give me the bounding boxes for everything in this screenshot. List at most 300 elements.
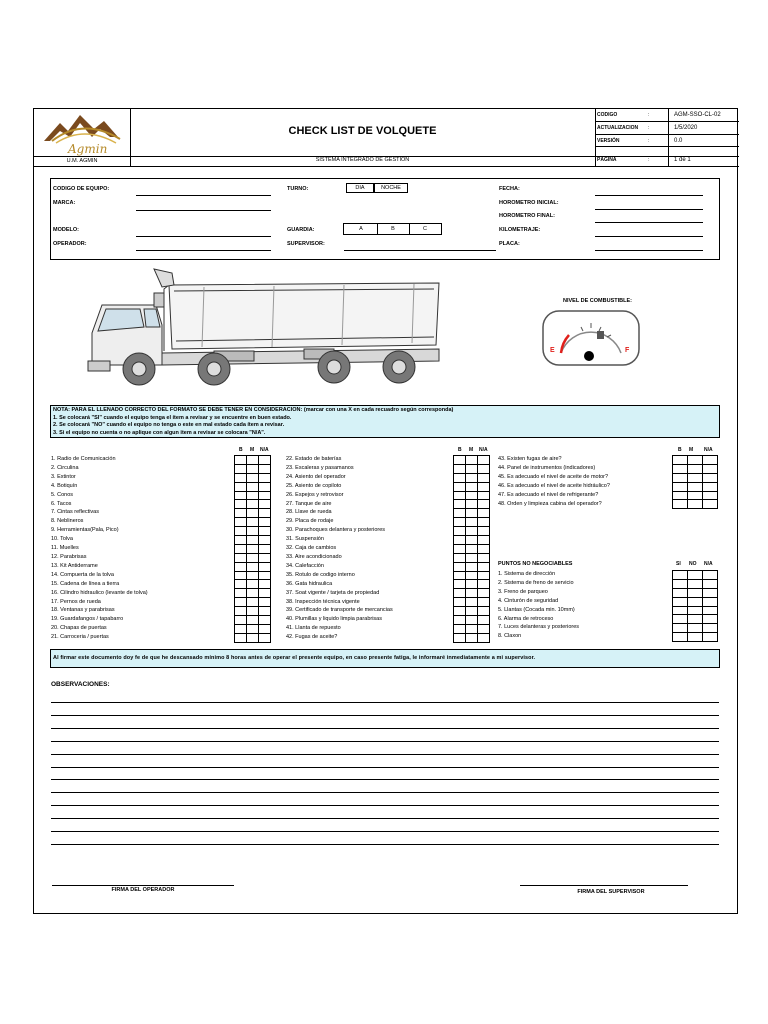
check-box[interactable]: [235, 509, 247, 518]
check-box[interactable]: [259, 589, 271, 598]
check-box[interactable]: [235, 589, 247, 598]
table-row: [673, 579, 718, 588]
check-box[interactable]: [703, 456, 718, 465]
org-name: U.M. AGMIN: [66, 158, 98, 164]
checklist-grid-col1: [234, 455, 271, 643]
check-box[interactable]: [259, 464, 271, 473]
check-box[interactable]: [478, 633, 490, 642]
fuel-level-label: NIVEL DE COMBUSTIBLE:: [563, 298, 632, 304]
check-box[interactable]: [247, 500, 259, 509]
check-box[interactable]: [259, 509, 271, 518]
checklist-item: 32. Caja de cambios: [286, 545, 337, 552]
check-box[interactable]: [703, 464, 718, 473]
checklist-item: 26. Espejos y retrovisor: [286, 491, 344, 498]
modelo-field[interactable]: [136, 236, 271, 237]
table-row: [235, 518, 271, 527]
check-box[interactable]: [454, 473, 466, 482]
checklist-item: 2. Sistema de freno de servicio: [498, 579, 574, 586]
checklist-item: 11. Muelles: [51, 545, 79, 552]
check-box[interactable]: [703, 482, 718, 491]
check-box[interactable]: [247, 553, 259, 562]
check-box[interactable]: [247, 536, 259, 545]
check-box[interactable]: [703, 588, 718, 597]
check-box[interactable]: [235, 544, 247, 553]
check-box[interactable]: [259, 527, 271, 536]
check-box[interactable]: [673, 491, 688, 500]
check-box[interactable]: [478, 456, 490, 465]
check-box[interactable]: [478, 624, 490, 633]
check-box[interactable]: [247, 607, 259, 616]
check-box[interactable]: [703, 473, 718, 482]
observation-line[interactable]: [51, 767, 719, 768]
check-box[interactable]: [247, 456, 259, 465]
check-box[interactable]: [673, 597, 688, 606]
check-box[interactable]: [478, 464, 490, 473]
check-box[interactable]: [703, 624, 718, 633]
checklist-item: 5. Conos: [51, 491, 74, 498]
check-box[interactable]: [478, 536, 490, 545]
check-box[interactable]: [673, 456, 688, 465]
check-box[interactable]: [478, 491, 490, 500]
check-box[interactable]: [247, 509, 259, 518]
check-box[interactable]: [247, 544, 259, 553]
checklist-item: 13. Kit Antiderrame: [51, 562, 98, 569]
check-box[interactable]: [235, 607, 247, 616]
check-box[interactable]: [454, 464, 466, 473]
company-logo: [38, 111, 128, 157]
observation-line[interactable]: [51, 805, 719, 806]
checklist-item: 43. Existen fugas de aire?: [498, 456, 562, 462]
kilometraje-field[interactable]: [595, 236, 703, 237]
check-box[interactable]: [688, 597, 703, 606]
check-box[interactable]: [478, 571, 490, 580]
check-box[interactable]: [466, 624, 478, 633]
checklist-item: 30. Parachoques delantera y posteriores: [286, 527, 386, 534]
check-box[interactable]: [235, 616, 247, 625]
check-box[interactable]: [466, 544, 478, 553]
table-row: [673, 473, 718, 482]
check-box[interactable]: [466, 491, 478, 500]
table-row: [454, 491, 490, 500]
check-box[interactable]: [259, 491, 271, 500]
checklist-item: 41. Llanta de repuesto: [286, 625, 341, 632]
check-box[interactable]: [688, 615, 703, 624]
checklist-item: 3. Extintor: [51, 473, 76, 480]
check-box[interactable]: [247, 598, 259, 607]
check-box[interactable]: [259, 544, 271, 553]
table-row: [673, 456, 718, 465]
check-box[interactable]: [259, 633, 271, 642]
checklist-item: 31. Suspensión: [286, 536, 324, 543]
check-box[interactable]: [247, 633, 259, 642]
check-box[interactable]: [688, 473, 703, 482]
check-box[interactable]: [259, 518, 271, 527]
check-box[interactable]: [673, 615, 688, 624]
check-box[interactable]: [703, 606, 718, 615]
table-row: [235, 607, 271, 616]
check-box[interactable]: [454, 616, 466, 625]
check-box[interactable]: [703, 579, 718, 588]
check-box[interactable]: [478, 482, 490, 491]
checklist-grid-col3: [672, 455, 718, 509]
check-box[interactable]: [247, 473, 259, 482]
check-box[interactable]: [454, 598, 466, 607]
table-row: [673, 588, 718, 597]
check-box[interactable]: [673, 588, 688, 597]
check-box[interactable]: [247, 482, 259, 491]
observation-line[interactable]: [51, 792, 719, 793]
table-row: [454, 562, 490, 571]
check-box[interactable]: [673, 500, 688, 509]
check-box[interactable]: [454, 482, 466, 491]
check-box[interactable]: [478, 553, 490, 562]
table-row: [673, 633, 718, 642]
check-box[interactable]: [478, 598, 490, 607]
check-box[interactable]: [454, 633, 466, 642]
check-box[interactable]: [235, 473, 247, 482]
checklist-item: 1. Radio de Comunicación: [51, 456, 116, 462]
horometro-final-field[interactable]: [595, 222, 703, 223]
operator-signature-line[interactable]: [52, 885, 234, 886]
check-box[interactable]: [235, 500, 247, 509]
checklist-item: 40. Plumillas y liquido limpia parabrisas: [286, 616, 382, 623]
check-box[interactable]: [247, 518, 259, 527]
table-row: [673, 615, 718, 624]
guardia-label: GUARDIA:: [287, 227, 315, 233]
checklist-item: 37. Soat vigente / tarjeta de propiedad: [286, 589, 380, 596]
checklist-item: 27. Tanque de aire: [286, 500, 332, 507]
check-box[interactable]: [478, 500, 490, 509]
checklist-form: Agmin U.M. AGMIN CHECK LIST DE VOLQUETE SISTEMA INTEGRADO DE GESTIÓN CODIGO : AGM-SSO-CL-02 ACTUALIZACION : 1/5/2020 VERSIÓN : 0.0 PÁGINA : 1 de 1 CODIGO DE EQUIPO: MARCA: MODELO: OPERADOR: TURNO: DIA NOCHE GUARDIA: A B C SUPERVISOR: FECHA: HOROMETRO INICIAL: HOROMETRO FINAL: KILOMETRAJE: PLACA: NIVEL DE COMBUSTIBLE: E F NOTA: PARA EL LLENADO CORRECTO DEL FORMATO SE DEBE TENER EN CONSIDERACION: (marcar con una X en cada recuadro según corresponda) 1. Se colocará "SI" cuando el equipo tenga el ítem a revisar y se encuentre en buen estado. 2. Se colocará "NO" cuando el equipo no tenga o este en mal estado cada ítem a revisar. 3. Si el equipo no cuenta o no aplique con algun item a revisar se colocara "N/A". B M N/A B M N/A B M N/A 1. Radio de Comunicación 2. Circulina 3. Extintor 4. Botiquín 5. Conos 6. Tacos 7. Cintas reflectivas 8. Neblineros 9. Herramientas(Pala, Pico) 10. Tolva 11. Muelles 12. Parabrisas 13. Kit Antiderrame 14. Compuerta de la tolva 15. Cadena de línea a tierra 16. Cilindro hidraulico (levante de tolva) 17. Pernos de rueda 18. Ventanas y parabrisas 19. Guardafangos / tapabarro 20. Chapas de puertas 21. Carroceria / puertas 22. Estado de baterías 23. Escaleras y pasamanos 24. Asiento del operador 25. Asiento de copiloto 26. Espejos y retrovisor 27. Tanque de aire 28. Llave de rueda 29. Placa de rodaje 30. Parachoques delantera y posteriores 31. Suspensión 32. Caja de cambios 33. Aire acondicionado 34. Calefacción 35. Rotulo de codigo interno 36. Gata hidraulica 37. Soat vigente / tarjeta de propiedad 38. Inspección técnica vigente 39. Certificado de transporte de mercancias 40. Plumillas y liquido limpia parabrisas 41. Llanta de repuesto 42. Fugas de aceite? 43. Existen fugas de aire? 44. Panel de instrumentos (indicadores) 45. Es adecuado el nivel de aceite de motor? 46. Es adecuado el nivel de aceite hidráulico? 47. Es adecuado el nivel de refrigerante? 48. Orden y limpieza cabina del operador? PUNTOS NO NEGOCIABLES SI NO N/A 1. Sistema de dirección 2. Sistema de freno de servicio 3. Freno de parqueo 4. Cinturón de seguridad 5. Llantas (Cocada min. 10mm) 6. Alarma de retroceso 7. Luces delanteras y posteriores 8. Claxon Al firmar este documento doy fe de que he descansado mínimo 8 horas antes de operar el presente equipo, en caso presente fatiga, le informaré inmediatamente a mi supervisor. OBSERVACIONES: FIRMA DEL OPERADOR FIRMA DEL SUPERVISOR: [33, 108, 738, 914]
table-row: [235, 580, 271, 589]
check-box[interactable]: [235, 633, 247, 642]
check-box[interactable]: [454, 500, 466, 509]
checklist-item: 14. Compuerta de la tolva: [51, 571, 114, 578]
checklist-item: 4. Botiquín: [51, 482, 78, 489]
check-box[interactable]: [247, 464, 259, 473]
fuel-gauge: [541, 309, 641, 369]
check-box[interactable]: [466, 536, 478, 545]
check-box[interactable]: [454, 509, 466, 518]
check-box[interactable]: [247, 580, 259, 589]
horometro-final-label: HOROMETRO FINAL:: [499, 213, 555, 219]
horometro-inicial-field[interactable]: [595, 209, 703, 210]
check-box[interactable]: [259, 553, 271, 562]
table-row: [454, 571, 490, 580]
check-box[interactable]: [235, 624, 247, 633]
supervisor-signature-line[interactable]: [520, 885, 688, 886]
check-box[interactable]: [466, 473, 478, 482]
svg-text:Agmin: Agmin: [68, 142, 108, 156]
check-box[interactable]: [478, 580, 490, 589]
check-box[interactable]: [247, 589, 259, 598]
checklist-item: 9. Herramientas(Pala, Pico): [51, 527, 119, 534]
check-box[interactable]: [247, 562, 259, 571]
check-box[interactable]: [454, 607, 466, 616]
table-row: [454, 456, 490, 465]
checklist-item: 6. Alarma de retroceso: [498, 615, 554, 622]
checklist-item: 3. Freno de parqueo: [498, 588, 548, 595]
table-row: [673, 571, 718, 580]
check-box[interactable]: [235, 527, 247, 536]
check-box[interactable]: [688, 633, 703, 642]
check-box[interactable]: [235, 482, 247, 491]
check-box[interactable]: [466, 464, 478, 473]
table-row: [454, 500, 490, 509]
fecha-field[interactable]: [595, 195, 703, 196]
check-box[interactable]: [454, 518, 466, 527]
check-box[interactable]: [688, 456, 703, 465]
check-box[interactable]: [688, 571, 703, 580]
check-box[interactable]: [466, 456, 478, 465]
checklist-col2: [286, 455, 393, 642]
checklist-item: 16. Cilindro hidraulico (levante de tolva): [51, 589, 148, 596]
check-box[interactable]: [466, 589, 478, 598]
codigo-equipo-field[interactable]: [136, 195, 271, 196]
guardia-a-box[interactable]: A: [359, 226, 363, 232]
check-box[interactable]: [259, 456, 271, 465]
checklist-col1: [51, 455, 148, 642]
check-box[interactable]: [466, 571, 478, 580]
observation-line[interactable]: [51, 831, 719, 832]
rest-statement: Al firmar este documento doy fe de que he descansado mínimo 8 horas antes de operar el presente equipo, en caso presente fatiga, le informaré inmediatamente a mi supervisor.: [50, 649, 720, 668]
check-box[interactable]: [466, 562, 478, 571]
check-box[interactable]: [466, 607, 478, 616]
check-box[interactable]: [454, 527, 466, 536]
turno-noche-box[interactable]: NOCHE: [374, 183, 408, 193]
check-box[interactable]: [466, 633, 478, 642]
nonneg-grid: [672, 570, 718, 642]
check-box[interactable]: [235, 536, 247, 545]
check-box[interactable]: [478, 473, 490, 482]
check-box[interactable]: [673, 579, 688, 588]
checklist-item: 39. Certificado de transporte de mercancias: [286, 607, 393, 614]
system-name: SISTEMA INTEGRADO DE GESTIÓN: [315, 157, 410, 163]
check-box[interactable]: [466, 527, 478, 536]
supervisor-signature-label: FIRMA DEL SUPERVISOR: [577, 889, 645, 895]
check-box[interactable]: [235, 562, 247, 571]
checklist-item: 25. Asiento de copiloto: [286, 482, 342, 489]
check-box[interactable]: [259, 500, 271, 509]
check-box[interactable]: [259, 580, 271, 589]
instructions-note: [50, 405, 720, 438]
check-box[interactable]: [466, 598, 478, 607]
table-row: [454, 607, 490, 616]
check-box[interactable]: [454, 571, 466, 580]
check-box[interactable]: [673, 473, 688, 482]
check-box[interactable]: [259, 624, 271, 633]
table-row: [673, 500, 718, 509]
check-box[interactable]: [673, 624, 688, 633]
table-row: [673, 624, 718, 633]
form-title: CHECK LIST DE VOLQUETE: [288, 125, 437, 137]
checklist-item: 10. Tolva: [51, 536, 73, 543]
check-box[interactable]: [688, 588, 703, 597]
check-box[interactable]: [478, 527, 490, 536]
checklist-item: 8. Neblineros: [51, 518, 84, 525]
table-row: [673, 606, 718, 615]
check-box[interactable]: [478, 562, 490, 571]
check-box[interactable]: [478, 509, 490, 518]
check-box[interactable]: [454, 624, 466, 633]
check-box[interactable]: [247, 624, 259, 633]
check-box[interactable]: [688, 464, 703, 473]
check-box[interactable]: [688, 606, 703, 615]
check-box[interactable]: [466, 482, 478, 491]
nonneg-list: [498, 570, 579, 641]
check-box[interactable]: [703, 491, 718, 500]
check-box[interactable]: [703, 571, 718, 580]
supervisor-label: SUPERVISOR:: [287, 241, 325, 247]
check-box[interactable]: [688, 500, 703, 509]
table-row: [673, 464, 718, 473]
placa-label: PLACA:: [499, 241, 520, 247]
check-box[interactable]: [673, 464, 688, 473]
check-box[interactable]: [478, 607, 490, 616]
check-box[interactable]: [454, 544, 466, 553]
check-box[interactable]: [466, 616, 478, 625]
supervisor-field[interactable]: [344, 250, 496, 251]
table-row: [235, 527, 271, 536]
observation-line[interactable]: [51, 779, 719, 780]
checklist-item: 4. Cinturón de seguridad: [498, 597, 559, 604]
check-box[interactable]: [673, 633, 688, 642]
table-row: [454, 536, 490, 545]
check-box[interactable]: [454, 491, 466, 500]
check-box[interactable]: [235, 571, 247, 580]
check-box[interactable]: [259, 473, 271, 482]
check-box[interactable]: [466, 509, 478, 518]
check-box[interactable]: [688, 579, 703, 588]
table-row: [235, 473, 271, 482]
check-box[interactable]: [478, 544, 490, 553]
check-box[interactable]: [259, 598, 271, 607]
table-row: [235, 491, 271, 500]
check-box[interactable]: [703, 633, 718, 642]
table-row: [673, 482, 718, 491]
check-box[interactable]: [703, 615, 718, 624]
observation-line[interactable]: [51, 702, 719, 703]
checklist-item: 24. Asiento del operador: [286, 473, 346, 480]
operador-field[interactable]: [136, 250, 271, 251]
checklist-item: 6. Tacos: [51, 500, 72, 507]
observation-line[interactable]: [51, 844, 719, 845]
check-box[interactable]: [478, 589, 490, 598]
check-box[interactable]: [235, 464, 247, 473]
table-row: [454, 616, 490, 625]
guardia-b-box[interactable]: B: [391, 226, 395, 232]
check-box[interactable]: [466, 553, 478, 562]
checklist-item: 45. Es adecuado el nivel de aceite de motor?: [498, 473, 609, 480]
observation-line[interactable]: [51, 818, 719, 819]
checklist-item: 12. Parabrisas: [51, 553, 87, 560]
check-box[interactable]: [235, 553, 247, 562]
turno-dia-box[interactable]: DIA: [346, 183, 374, 193]
check-box[interactable]: [478, 616, 490, 625]
check-box[interactable]: [478, 518, 490, 527]
observation-line[interactable]: [51, 728, 719, 729]
note-line-3: 2. Se colocará "NO" cuando el equipo no tenga o este en mal estado cada ítem a revisar.: [53, 422, 285, 428]
checklist-item: 36. Gata hidraulica: [286, 580, 333, 587]
check-box[interactable]: [235, 598, 247, 607]
check-box[interactable]: [259, 562, 271, 571]
check-box[interactable]: [673, 571, 688, 580]
horometro-inicial-label: HOROMETRO INICIAL:: [499, 200, 559, 206]
checklist-item: 20. Chapas de puertas: [51, 625, 107, 632]
check-box[interactable]: [454, 580, 466, 589]
note-line-1: NOTA: PARA EL LLENADO CORRECTO DEL FORMATO SE DEBE TENER EN CONSIDERACION: (marcar con una X en cada recuadro según corresponda): [53, 407, 454, 413]
check-box[interactable]: [247, 491, 259, 500]
check-box[interactable]: [688, 624, 703, 633]
check-box[interactable]: [454, 456, 466, 465]
check-box[interactable]: [247, 616, 259, 625]
check-box[interactable]: [235, 491, 247, 500]
check-box[interactable]: [673, 482, 688, 491]
check-box[interactable]: [259, 607, 271, 616]
equipment-fields: [50, 178, 720, 260]
check-box[interactable]: [466, 518, 478, 527]
table-row: [454, 464, 490, 473]
observation-line[interactable]: [51, 741, 719, 742]
table-row: [235, 624, 271, 633]
check-box[interactable]: [454, 589, 466, 598]
check-box[interactable]: [235, 580, 247, 589]
check-box[interactable]: [454, 553, 466, 562]
checklist-col3: [498, 455, 610, 508]
table-row: [454, 598, 490, 607]
table-row: [235, 562, 271, 571]
check-box[interactable]: [259, 571, 271, 580]
check-box[interactable]: [703, 597, 718, 606]
check-box[interactable]: [247, 571, 259, 580]
table-row: [454, 473, 490, 482]
observation-line[interactable]: [51, 715, 719, 716]
turno-label: TURNO:: [287, 186, 309, 192]
checklist-item: 33. Aire acondicionado: [286, 553, 342, 560]
table-row: [454, 580, 490, 589]
placa-field[interactable]: [595, 250, 703, 251]
table-row: [235, 456, 271, 465]
table-row: [235, 544, 271, 553]
marca-field[interactable]: [136, 210, 271, 211]
checklist-item: 29. Placa de rodaje: [286, 518, 334, 525]
checklist-item: 1. Sistema de dirección: [498, 571, 556, 577]
table-row: [235, 616, 271, 625]
check-box[interactable]: [454, 536, 466, 545]
check-box[interactable]: [673, 606, 688, 615]
table-row: [235, 482, 271, 491]
check-box[interactable]: [688, 491, 703, 500]
check-box[interactable]: [259, 482, 271, 491]
check-box[interactable]: [235, 456, 247, 465]
check-box[interactable]: [259, 616, 271, 625]
check-box[interactable]: [688, 482, 703, 491]
check-box[interactable]: [454, 562, 466, 571]
checklist-item: 44. Panel de instrumentos (indicadores): [498, 464, 596, 471]
check-box[interactable]: [703, 500, 718, 509]
check-box[interactable]: [466, 580, 478, 589]
checklist-item: 21. Carroceria / puertas: [51, 634, 109, 641]
operador-label: OPERADOR:: [53, 241, 87, 247]
observation-line[interactable]: [51, 754, 719, 755]
check-box[interactable]: [259, 536, 271, 545]
codigo-equipo-label: CODIGO DE EQUIPO:: [53, 186, 110, 192]
guardia-c-box[interactable]: C: [423, 226, 427, 232]
check-box[interactable]: [247, 527, 259, 536]
checklist-item: 5. Llantas (Cocada min. 10mm): [498, 606, 575, 613]
check-box[interactable]: [235, 518, 247, 527]
check-box[interactable]: [466, 500, 478, 509]
